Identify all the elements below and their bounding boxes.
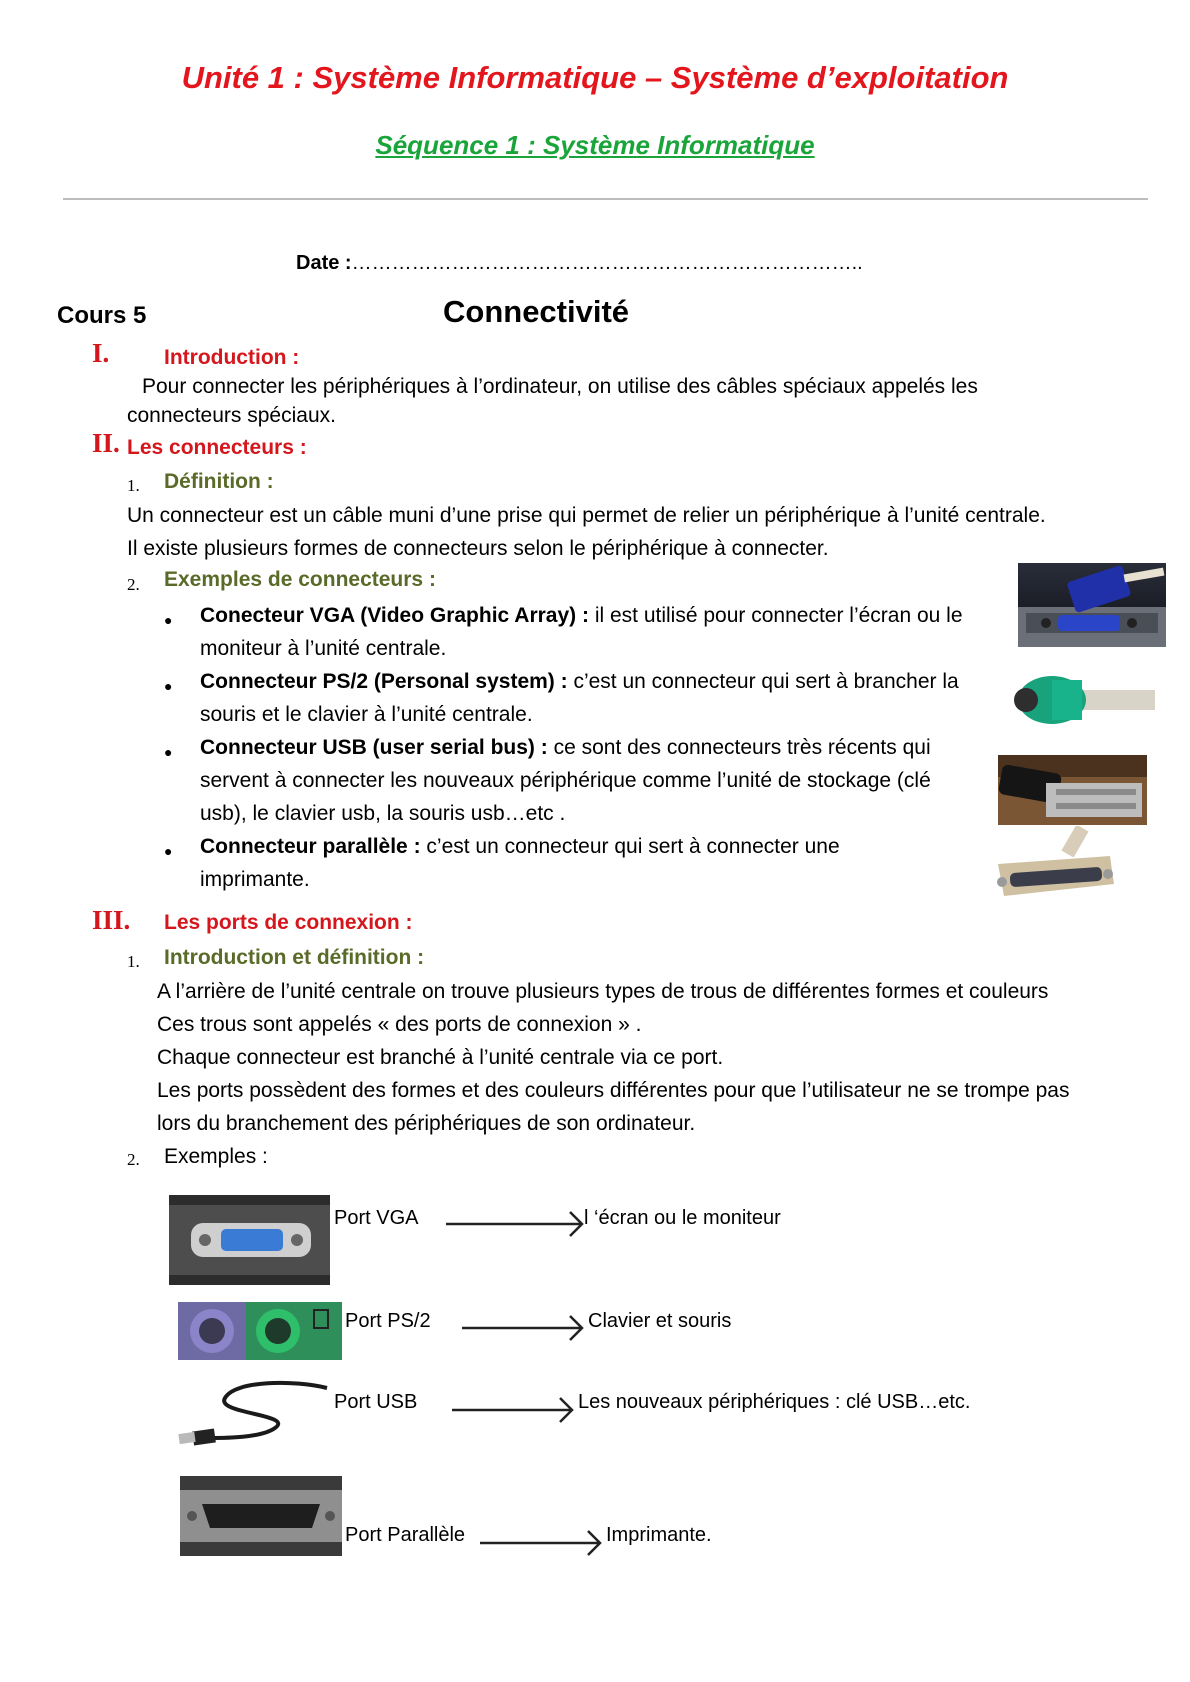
course-number: Cours 5 xyxy=(57,302,147,329)
item-term: Conecteur VGA (Video Graphic Array) : xyxy=(200,604,589,627)
ports-line: lors du branchement des périphériques de son ordinateur. xyxy=(157,1112,696,1135)
list-item xyxy=(200,667,959,696)
item-text: c’est un connecteur qui sert à connecter une xyxy=(420,835,840,858)
intro-text-line2: connecteurs spéciaux. xyxy=(127,404,336,427)
port-target: l ‘écran ou le moniteur xyxy=(584,1207,781,1229)
list-item-continued: imprimante. xyxy=(200,868,310,891)
examples-title: Exemples de connecteurs : xyxy=(164,568,436,591)
definition-line1: Un connecteur est un câble muni d’une prise qui permet de relier un périphérique à l’unité centrale. xyxy=(127,504,1046,527)
arrow-right-icon xyxy=(452,1396,576,1424)
section-1-numeral: I. xyxy=(92,338,110,368)
lesson-heading: Connectivité xyxy=(443,294,630,329)
item-text: c’est un connecteur qui sert à brancher la xyxy=(567,670,959,693)
parallel-port-photo xyxy=(180,1476,342,1556)
ports-line: Ces trous sont appelés « des ports de connexion » . xyxy=(157,1013,642,1036)
ps2-port-photo xyxy=(178,1302,342,1360)
ports-line: A l’arrière de l’unité centrale on trouve plusieurs types de trous de différentes formes et couleurs xyxy=(157,980,1049,1003)
vga-connector-photo xyxy=(1018,563,1166,647)
section-3-title: Les ports de connexion : xyxy=(164,911,413,934)
list-item-continued: usb), le clavier usb, la souris usb…etc . xyxy=(200,802,566,825)
bullet-icon: ● xyxy=(164,678,173,694)
section-2-numeral: II. xyxy=(92,428,120,458)
divider xyxy=(63,198,1148,200)
definition-line2: Il existe plusieurs formes de connecteurs selon le périphérique à connecter. xyxy=(127,537,829,560)
ports-line: Chaque connecteur est branché à l’unité centrale via ce port. xyxy=(157,1046,724,1069)
intro-text-line1: Pour connecter les périphériques à l’ordinateur, on utilise des câbles spéciaux appelés les xyxy=(142,375,978,398)
definition-title: Définition : xyxy=(164,470,274,493)
list-item xyxy=(200,733,931,762)
ps2-connector-photo xyxy=(1000,666,1155,738)
arrow-right-icon xyxy=(462,1314,586,1342)
vga-port-photo xyxy=(169,1195,330,1285)
examples-label: Exemples : xyxy=(164,1145,268,1168)
ports-line: Les ports possèdent des formes et des couleurs différentes pour que l’utilisateur ne se trompe pas xyxy=(157,1079,1070,1102)
subsection-number: 2. xyxy=(127,575,140,594)
port-name: Port USB xyxy=(334,1391,418,1413)
port-target: Imprimante. xyxy=(606,1524,712,1546)
list-item-continued: moniteur à l’unité centrale. xyxy=(200,637,447,660)
item-term: Connecteur PS/2 (Personal system) : xyxy=(200,670,568,693)
port-name: Port Parallèle xyxy=(345,1524,466,1546)
section-2-title: Les connecteurs : xyxy=(127,436,307,459)
port-target: Clavier et souris xyxy=(588,1310,732,1332)
ports-definition-title: Introduction et définition : xyxy=(164,946,425,969)
bullet-icon: ● xyxy=(164,612,173,628)
subsection-number: 1. xyxy=(127,476,140,495)
date-line xyxy=(296,252,863,275)
subsection-number: 2. xyxy=(127,1150,140,1169)
section-3-numeral: III. xyxy=(92,905,131,935)
subsection-number: 1. xyxy=(127,952,140,971)
port-name: Port VGA xyxy=(334,1207,419,1229)
date-dots: ………………………………………………………………….. xyxy=(351,252,863,274)
date-label: Date : xyxy=(296,252,352,274)
item-term: Connecteur USB (user serial bus) : xyxy=(200,736,548,759)
item-term: Connecteur parallèle : xyxy=(200,835,421,858)
list-item xyxy=(200,832,840,861)
list-item xyxy=(200,601,963,630)
list-item-continued: servent à connecter les nouveaux périphérique comme l’unité de stockage (clé xyxy=(200,769,931,792)
item-text: ce sont des connecteurs très récents qui xyxy=(547,736,931,759)
section-1-title: Introduction : xyxy=(164,346,300,369)
arrow-right-icon xyxy=(446,1210,586,1238)
arrow-right-icon xyxy=(480,1529,604,1557)
item-text: il est utilisé pour connecter l’écran ou le xyxy=(588,604,963,627)
port-name: Port PS/2 xyxy=(345,1310,431,1332)
usb-cable-photo xyxy=(175,1380,335,1452)
list-item-continued: souris et le clavier à l’unité centrale. xyxy=(200,703,533,726)
page-subtitle: Séquence 1 : Système Informatique xyxy=(375,130,815,160)
port-target: Les nouveaux périphériques : clé USB…etc. xyxy=(578,1391,971,1413)
page-title: Unité 1 : Système Informatique – Système d’exploitation xyxy=(181,60,1009,95)
usb-connector-photo xyxy=(998,755,1147,825)
parallel-connector-photo xyxy=(990,826,1118,902)
bullet-icon: ● xyxy=(164,843,173,859)
bullet-icon: ● xyxy=(164,744,173,760)
